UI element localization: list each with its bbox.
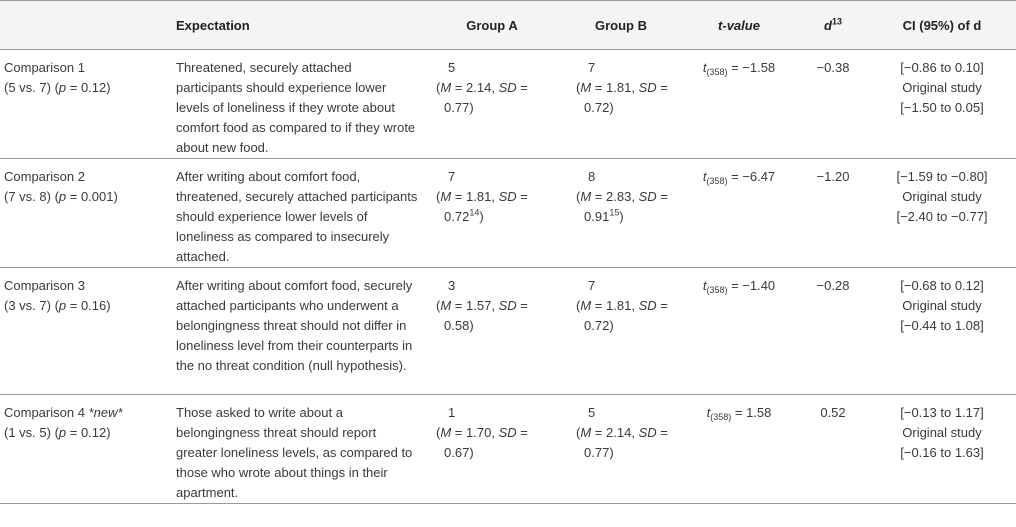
t-value-cell: $t_{(358)} = -1.58$ xyxy=(680,50,798,159)
ci-cell xyxy=(868,395,1016,504)
ci-original-label: Original study xyxy=(902,298,982,313)
ci-original-value: [−0.44 to 1.08] xyxy=(900,318,984,333)
comparison-detail: (3 vs. 7) (p = 0.16) xyxy=(4,298,111,313)
ci-original-label: Original study xyxy=(902,189,982,204)
group-a-cell: 3 (M = 1.57, SD = 0.58) xyxy=(422,268,562,395)
comparison-title: Comparison 3 xyxy=(4,278,85,293)
expectation-cell: Threatened, securely attached participants should experience lower levels of loneliness if they wrote about comfort food as compared to if they wrote about new food. xyxy=(170,50,422,159)
comparison-cell xyxy=(0,395,170,504)
header-group-b: Group B xyxy=(562,1,680,50)
group-b-cell: 7 (M = 1.81, SD = 0.72) xyxy=(562,268,680,395)
d-cell: −0.38 xyxy=(798,50,868,159)
table-row xyxy=(0,268,1016,395)
d-cell: 0.52 xyxy=(798,395,868,504)
group-a-cell: 7 (M = 1.81, SD = $0.72^{14}$) xyxy=(422,159,562,268)
d-cell: −0.28 xyxy=(798,268,868,395)
ci-value: [−0.86 to 0.10] xyxy=(900,60,984,75)
comparison-cell xyxy=(0,268,170,395)
group-b-cell: 8 (M = 2.83, SD = $0.91^{15}$) xyxy=(562,159,680,268)
table-row xyxy=(0,50,1016,159)
ci-cell xyxy=(868,268,1016,395)
ci-original-label: Original study xyxy=(902,80,982,95)
header-expectation: Expectation xyxy=(170,1,422,50)
table-row xyxy=(0,395,1016,504)
expectation-cell: After writing about comfort food, securely attached participants who underwent a belongingness threat should not differ in loneliness level from their counterparts in the no threat condition (null hypothesis). xyxy=(170,268,422,395)
ci-value: [−0.68 to 0.12] xyxy=(900,278,984,293)
comparison-cell xyxy=(0,50,170,159)
ci-cell xyxy=(868,50,1016,159)
ci-original-value: [−0.16 to 1.63] xyxy=(900,445,984,460)
ci-original-value: [−1.50 to 0.05] xyxy=(900,100,984,115)
group-b-cell: 7 (M = 1.81, SD = 0.72) xyxy=(562,50,680,159)
ci-value: [−1.59 to −0.80] xyxy=(896,169,988,184)
group-a-cell: 1 (M = 1.70, SD = 0.67) xyxy=(422,395,562,504)
comparison-detail: (1 vs. 5) (p = 0.12) xyxy=(4,425,111,440)
group-b-cell: 5 (M = 2.14, SD = 0.77) xyxy=(562,395,680,504)
ci-cell xyxy=(868,159,1016,268)
d-cell: −1.20 xyxy=(798,159,868,268)
expectation-cell: Those asked to write about a belongingness threat should report greater loneliness levels, as compared to those who wrote about things in their apartment. xyxy=(170,395,422,504)
header-comparison xyxy=(0,1,170,50)
comparison-cell xyxy=(0,159,170,268)
t-value-cell: $t_{(358)} = -6.47$ xyxy=(680,159,798,268)
header-group-a: Group A xyxy=(422,1,562,50)
expectation-cell: After writing about comfort food, threatened, securely attached participants should experience lower levels of loneliness as compared to insecurely attached. xyxy=(170,159,422,268)
t-value-cell: $t_{(358)} = 1.58$ xyxy=(680,395,798,504)
table-row xyxy=(0,159,1016,268)
header-ci: CI (95%) of d xyxy=(868,1,1016,50)
ci-original-label: Original study xyxy=(902,425,982,440)
header-row xyxy=(0,1,1016,50)
t-value-cell: $t_{(358)} = -1.40$ xyxy=(680,268,798,395)
ci-value: [−0.13 to 1.17] xyxy=(900,405,984,420)
comparison-title: Comparison 1 xyxy=(4,60,85,75)
header-d: $d^{13}$ xyxy=(798,1,868,50)
header-t-value: t-value xyxy=(680,1,798,50)
group-a-cell: 5 (M = 2.14, SD = 0.77) xyxy=(422,50,562,159)
ci-original-value: [−2.40 to −0.77] xyxy=(896,209,988,224)
comparison-detail: (5 vs. 7) (p = 0.12) xyxy=(4,80,111,95)
comparison-title: Comparison 2 xyxy=(4,169,85,184)
comparison-detail: (7 vs. 8) (p = 0.001) xyxy=(4,189,118,204)
comparison-title: Comparison 4 *new* xyxy=(4,405,123,420)
